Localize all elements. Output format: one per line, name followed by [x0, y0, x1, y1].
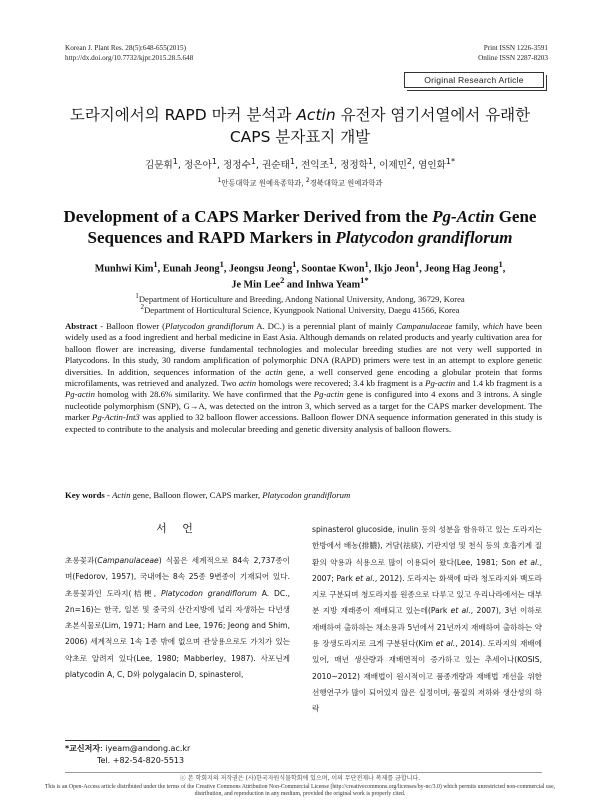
body-column-right: [312, 522, 542, 718]
abstract-text: which: [482, 321, 504, 331]
copyright-notice: ⓒ 본 학회지의 저작권은 (사)한국자원식물학회에 있으며, 이의 무단전재나 복제를 금합니다.: [179, 775, 421, 782]
journal-citation: Korean J. Plant Res. 28(5):648-655(2015): [65, 44, 186, 52]
english-title-text: Sequences and RAPD Markers in: [87, 228, 336, 247]
abstract-text: Pg-actin: [425, 378, 456, 389]
affiliation-text: Department of Horticulture and Breeding, Andong National University, Andong, 36729, Korea: [138, 293, 465, 304]
abstract-text: - Balloon flower (: [97, 321, 165, 331]
footnote-divider: [65, 740, 160, 741]
affiliation-marker: 1: [414, 259, 420, 269]
footer-divider: [65, 772, 542, 773]
author-name: Je Min Lee: [231, 279, 281, 291]
author-name: Eunah Jeong: [162, 263, 220, 275]
abstract-text: family,: [452, 321, 483, 331]
print-issn: Print ISSN 1226-3591: [483, 44, 548, 52]
body-text: et al.: [355, 573, 375, 583]
author-name: 염인화: [418, 160, 446, 172]
body-text: , 2014). 도라지의 재배에 있어, 매년 생산량과 재배면적이 증가하고 있는 추세이나(KOSIS, 2010~2012) 재배법이 원시적이고 품종개량과 재배법 개선을 위한 선행연구가 많이 되어있지 않은 실정이며, 품질의 저하와 생산성의 하락: [312, 639, 542, 714]
corresponding-author-note: [65, 743, 190, 755]
author-name: 김문휘: [144, 160, 173, 172]
abstract-text: homolog with 28.6% similarity. We have confirmed that the: [94, 389, 314, 400]
author-name: 정정학: [340, 160, 368, 172]
affiliation-marker: 1: [217, 177, 222, 184]
korean-title-gene: Actin: [296, 106, 336, 124]
body-text: et al.: [435, 639, 456, 649]
online-issn: Online ISSN 2287-8203: [478, 53, 548, 62]
affiliation-marker: 1*: [360, 275, 369, 285]
body-text: Platycodon grandiflorum: [161, 588, 257, 598]
abstract-label: Abstract: [65, 321, 98, 331]
author-name: 권순태: [262, 160, 290, 172]
author-name: Soontae Kwon: [301, 263, 365, 275]
keyword-text: gene, Balloon flower, CAPS marker,: [130, 490, 263, 500]
abstract-text: Pg-actin: [65, 389, 95, 400]
keyword-text: Actin: [112, 490, 131, 500]
body-column-left: [65, 553, 290, 683]
affiliation-marker: 2: [305, 177, 310, 184]
affiliation-marker: 2: [140, 303, 145, 311]
abstract-text: and 1.4 kb fragment is a: [455, 378, 542, 389]
abstract-text: A. DC.) is a perennial plant of mainly: [253, 321, 396, 331]
author-conjunction: and: [284, 279, 306, 291]
affiliation-marker: 1: [367, 157, 373, 166]
english-author-list-line2: [40, 273, 560, 292]
english-title-text: Development of a CAPS Marker Derived from the: [63, 207, 433, 226]
affiliation-marker: 1*: [445, 157, 455, 166]
korean-title-line1: [40, 104, 560, 126]
korean-affiliations: [40, 176, 560, 188]
abstract-text: have been widely used as a food ingredient and herbal medicine in East Asia. Although demands on related products and yearly cultivation area for balloon flower are increasing, diverse fundamental technologies and molecular breeding studies are not very well supported in Platycodons. In this study, 30 random amplification of polymorphic DNA (RAPD) primers were test in an attempt to explore genetic diversities. In addition, sequences information of the: [65, 321, 542, 377]
affiliation-marker: 1: [135, 292, 139, 300]
affiliation-marker: 1: [172, 157, 178, 166]
affiliation-marker: 1: [219, 259, 224, 269]
abstract-text: homologs were recovered; 3.4 kb fragment is a: [256, 378, 426, 389]
keyword-text: Platycodon grandiflorum: [262, 490, 351, 500]
abstract-text: actin: [265, 366, 283, 377]
author-name: 전익조: [301, 160, 329, 172]
abstract-text: Platycodon grandiflorum: [165, 321, 254, 331]
section-heading-introduction: 서 언: [156, 522, 199, 535]
english-title-text: Gene: [494, 207, 537, 226]
body-text: , 2012). 도라지는 화색에 따라 청도라지와 백도라지로 구분되며 청도라지를 원종으로 다루고 있고 우리나라에서는 대부분 지방 재래종이 재배되고 있는데(Park: [312, 573, 542, 616]
affiliation-marker: 1: [498, 259, 503, 269]
affiliation-marker: 1: [364, 259, 369, 269]
korean-title-line2: CAPS 분자표지 개발: [229, 128, 371, 146]
body-text: spinasterol glucoside, inulin 등의 성분을 함유하고 있는 도라지는 한방에서 배농(排膿), 거담(祛痰), 기관지염 및 천식 등의 호흡기계 질환의 약용과 식용으로 많이 이용되어 왔다(Lee, 1981; Son: [312, 525, 542, 567]
author-name: 정정수: [223, 160, 251, 172]
author-name: Munhwi Kim: [94, 263, 154, 275]
keywords-label: Key words: [65, 490, 105, 500]
abstract-text: Pg-Actin-Int3: [92, 412, 140, 423]
english-title-species: Platycodon grandiflorum: [335, 228, 513, 247]
author-name: Jeong Hag Jeong: [424, 263, 499, 275]
article-type-badge: Original Research Article: [404, 72, 544, 88]
affiliation-marker: 1: [289, 157, 295, 166]
body-text: , 2007), 3년 이하로 재배하여 출하하는 채소용과 5년에서 21년까지 재배하여 출하하는 약용 장생도라지로 크게 구분된다(Kim: [312, 606, 543, 649]
body-text: Campanulaceae: [97, 556, 159, 565]
korean-title-text: 유전자 염기서열에서 유래한: [335, 106, 531, 124]
body-text: et al.: [450, 606, 471, 616]
body-text: , 2007; Park: [312, 557, 542, 583]
author-name: Inhwa Yeam: [305, 279, 361, 291]
abstract-text: gene, a well conserved gene encoding a globular protein that forms microfilaments, was retrieved and analyzed. Two: [65, 366, 542, 389]
abstract-text: Campanulaceae: [395, 321, 453, 331]
english-title-gene: Pg-Actin: [432, 207, 495, 226]
corresponding-author-email[interactable]: : iyeam@andong.ac.kr: [100, 744, 191, 753]
author-name: Jeongsu Jeong: [228, 263, 293, 275]
abstract-text: actin: [238, 378, 257, 389]
author-name: 이제민: [379, 160, 407, 172]
abstract-body: [65, 321, 542, 434]
affiliation-marker: 1: [292, 259, 297, 269]
keyword-text: -: [104, 490, 113, 500]
affiliation-marker: 1: [153, 259, 158, 269]
body-text: 초롱꽃과(: [65, 556, 98, 565]
license-notice: This is an Open-Access article distributed under the terms of the Creative Commons Attribution Non-Commercial License (http://creativecommons.org/licenses/by-nc/3.0) which permits unrestricted non-commercial use, distribution, and reproduction in any medium, provided the original work is properly cited.: [44, 784, 556, 797]
korean-affiliation-2: 경북대학교 원예과학과: [309, 178, 383, 188]
abstract-text: gene is configured into 4 exons and 3 introns. A single nucleotide polymorphism (SNP), G→A, was detected on the intron 3, which served as a target for the CAPS marker development. The marker: [65, 389, 542, 423]
corresponding-author-label: *교신저자: [65, 744, 101, 753]
english-title-line2: [40, 227, 560, 248]
korean-author-list: 김문휘$^1$, 정은아$^1$, 정정수$^1$, 권순태$^1$, 전익조$^1$, 정정학$^1$, 이제민$^2$, 염인화$^{1*}$: [144, 157, 455, 172]
keywords-body: [105, 490, 350, 500]
affiliation-marker: 2: [406, 157, 412, 166]
abstract-text: was applied to 32 balloon flower accessions. Balloon flower DNA sequence information generated in this study is expected to contribute to the analysis and molecular breeding and genetic diversity analysis of balloon flowers.: [65, 412, 542, 434]
journal-header-right: [478, 44, 548, 63]
affiliation-marker: 1: [328, 157, 334, 166]
body-text: A. DC., 2n=16)는 한국, 일본 및 중국의 산간지방에 널리 자생하는 다년생 초본식물로(Lim, 1971; Harn and Lee, 1976; Jeong and Shim, 2006) 세계적으로 1속 1종 밖에 없으며 관상용으로도 가치가 있는 약초로 알려져 있다(Lee, 1980; Mabberley, 1987). 사포닌계 platycodin A, C, D와 polygalacin D, spinasterol,: [65, 588, 290, 680]
body-text: et al.: [519, 557, 540, 567]
affiliation-text: Department of Horticultural Science, Kyungpook National University, Daegu 41566, Korea: [144, 304, 460, 315]
affiliation-marker: 2: [280, 275, 285, 285]
keywords: [65, 490, 542, 501]
english-title-line1: [40, 206, 560, 227]
abstract: [65, 321, 542, 435]
affiliation-marker: 1: [250, 157, 256, 166]
english-affiliation-2: [40, 302, 560, 316]
body-text: ) 식물은 세계적으로 84속 2,737종이며(Fedorov, 1957), 국내에는 8속 25종 9변종이 기재되어 있다. 초롱꽃과인 도라지(桔梗,: [65, 556, 290, 598]
english-author-list-line1: Munhwi Kim$^1$, Eunah Jeong$^1$, Jeongsu Jeong$^1$, Soontae Kwon$^1$, Ikjo Jeon$^1$, Jeong Hag Jeong$^1$,: [94, 259, 506, 275]
author-name: 정은아: [184, 160, 212, 172]
affiliation-marker: 1: [211, 157, 217, 166]
korean-title-text: 도라지에서의 RAPD 마커 분석과: [69, 106, 297, 124]
doi-link[interactable]: http://dx.doi.org/10.7732/kjpr.2015.28.5.648: [65, 53, 194, 62]
korean-affiliation-1: 안동대학교 원예육종학과,: [221, 178, 306, 188]
abstract-text: Pg-actin: [313, 389, 344, 400]
journal-header-left: [65, 44, 193, 63]
author-name: Ikjo Jeon: [373, 263, 415, 275]
corresponding-author-tel: Tel. +82-54-820-5513: [97, 756, 185, 765]
